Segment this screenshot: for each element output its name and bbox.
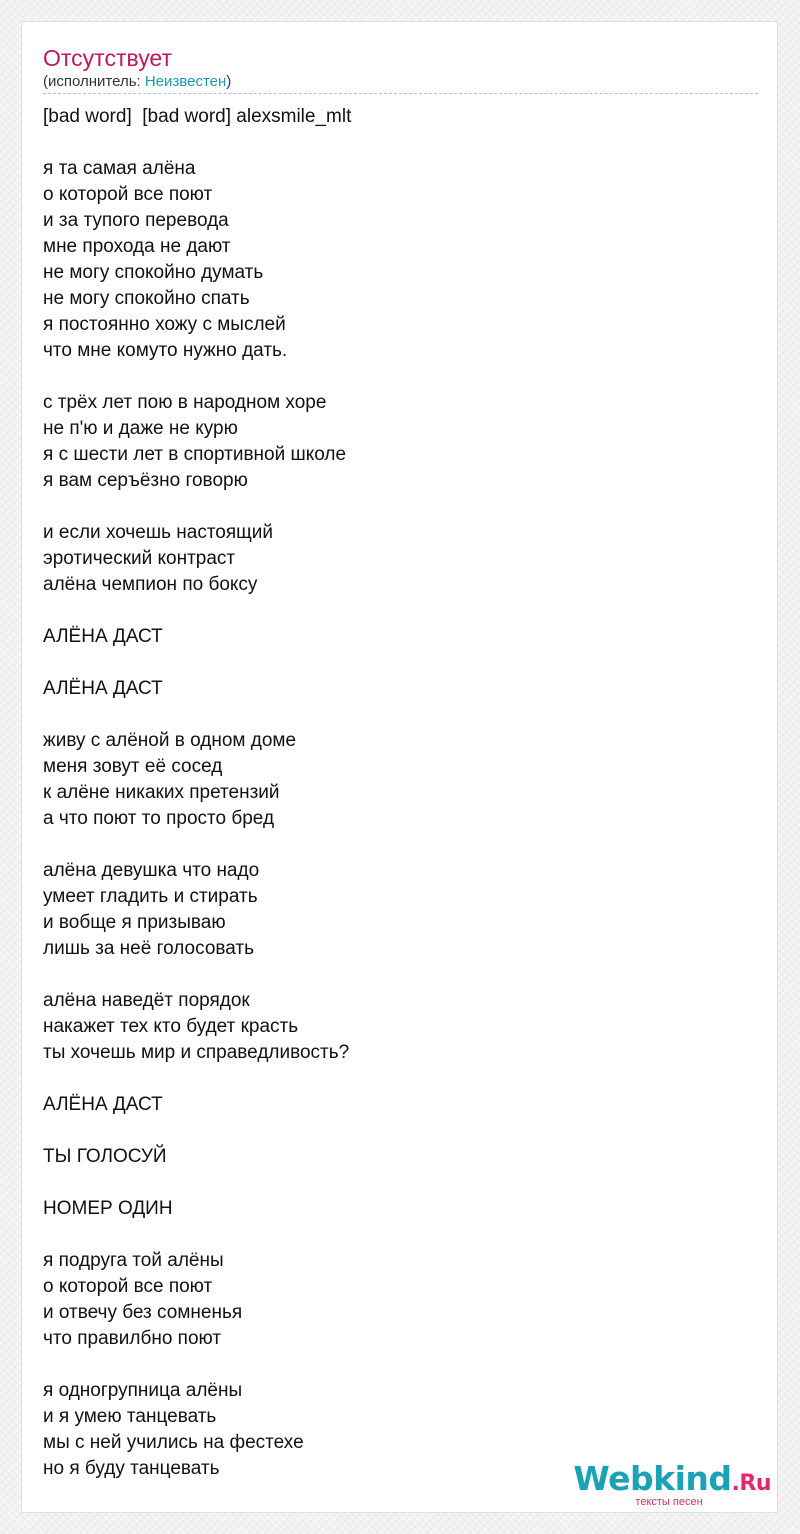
webkind-logo[interactable] — [573, 1461, 771, 1508]
song-title: Отсутствует — [43, 45, 172, 71]
lyric-line: о которой все поют — [43, 184, 213, 205]
lyrics-text — [43, 104, 743, 1482]
lyric-line: я с шести лет в спортивной школе — [43, 444, 347, 465]
stanza-break — [43, 130, 743, 156]
lyric-line: что правилбно поют — [43, 1328, 222, 1349]
stanza-break — [43, 1170, 743, 1196]
stanza-break — [43, 1118, 743, 1144]
lyric-line: а что поют то просто бред — [43, 808, 275, 829]
stanza-break — [43, 364, 743, 390]
artist-line — [43, 73, 231, 91]
artist-link[interactable]: Неизвестен — [144, 73, 227, 90]
lyric-line: к алёне никаких претензий — [43, 782, 280, 803]
stanza-break — [43, 832, 743, 858]
stanza-break — [43, 1352, 743, 1378]
lyric-line: я подруга той алёны — [43, 1250, 224, 1271]
lyric-line: ТЫ ГОЛОСУЙ — [43, 1146, 167, 1167]
lyric-line: я постоянно хожу с мыслей — [43, 314, 286, 335]
stanza-break — [43, 702, 743, 728]
lyrics-card — [21, 21, 778, 1513]
lyric-line: накажет тех кто будет красть — [43, 1016, 299, 1037]
lyric-line: мне прохода не дают — [43, 236, 231, 257]
stanza-break — [43, 598, 743, 624]
lyric-line: и отвечу без сомненья — [43, 1302, 243, 1323]
lyric-line: АЛЁНА ДАСТ — [43, 626, 163, 647]
lyric-line: о которой все поют — [43, 1276, 213, 1297]
lyric-line: не могу спокойно думать — [43, 262, 264, 283]
lyric-line: что мне комуто нужно дать. — [43, 340, 288, 361]
lyric-line: мы с ней учились на фестехе — [43, 1432, 304, 1453]
lyric-line: и вобще я призываю — [43, 912, 226, 933]
artist-prefix: (исполнитель: — [43, 73, 145, 90]
lyric-line: АЛЁНА ДАСТ — [43, 1094, 163, 1115]
artist-suffix: ) — [226, 73, 232, 90]
lyric-line: и я умею танцевать — [43, 1406, 217, 1427]
lyric-line: не могу спокойно спать — [43, 288, 250, 309]
lyric-line: ты хочешь мир и справедливость? — [43, 1042, 350, 1063]
lyric-line: я та самая алёна — [43, 158, 196, 179]
stanza-break — [43, 1066, 743, 1092]
lyric-line: с трёх лет пою в народном хоре — [43, 392, 327, 413]
lyric-line: эротический контраст — [43, 548, 236, 569]
lyric-line: алёна наведёт порядок — [43, 990, 250, 1011]
lyric-line: умеет гладить и стирать — [43, 886, 258, 907]
lyric-line: АЛЁНА ДАСТ — [43, 678, 163, 699]
stanza-break — [43, 494, 743, 520]
logo-tagline: тексты песен — [635, 1496, 703, 1508]
lyric-line: лишь за неё голосовать — [43, 938, 255, 959]
lyric-line: но я буду танцевать — [43, 1458, 220, 1479]
stanza-break — [43, 650, 743, 676]
lyric-line: НОМЕР ОДИН — [43, 1198, 173, 1219]
lyric-line: я вам серъёзно говорю — [43, 470, 248, 491]
lyric-line: алёна чемпион по боксу — [43, 574, 258, 595]
lyric-line: меня зовут её сосед — [43, 756, 223, 777]
header-divider — [43, 93, 758, 94]
lyric-line: я одногрупница алёны — [43, 1380, 243, 1401]
lyric-line: и за тупого перевода — [43, 210, 229, 231]
logo-tld: .Ru — [731, 1471, 771, 1496]
logo-name: Webkind — [573, 1459, 732, 1498]
lyric-line: и если хочешь настоящий — [43, 522, 274, 543]
stanza-break — [43, 962, 743, 988]
lyric-line: [bad word] [bad word] alexsmile_mlt — [43, 106, 352, 127]
lyric-line: не п'ю и даже не курю — [43, 418, 238, 439]
stanza-break — [43, 1222, 743, 1248]
lyric-line: живу с алёной в одном доме — [43, 730, 297, 751]
lyric-line: алёна девушка что надо — [43, 860, 260, 881]
